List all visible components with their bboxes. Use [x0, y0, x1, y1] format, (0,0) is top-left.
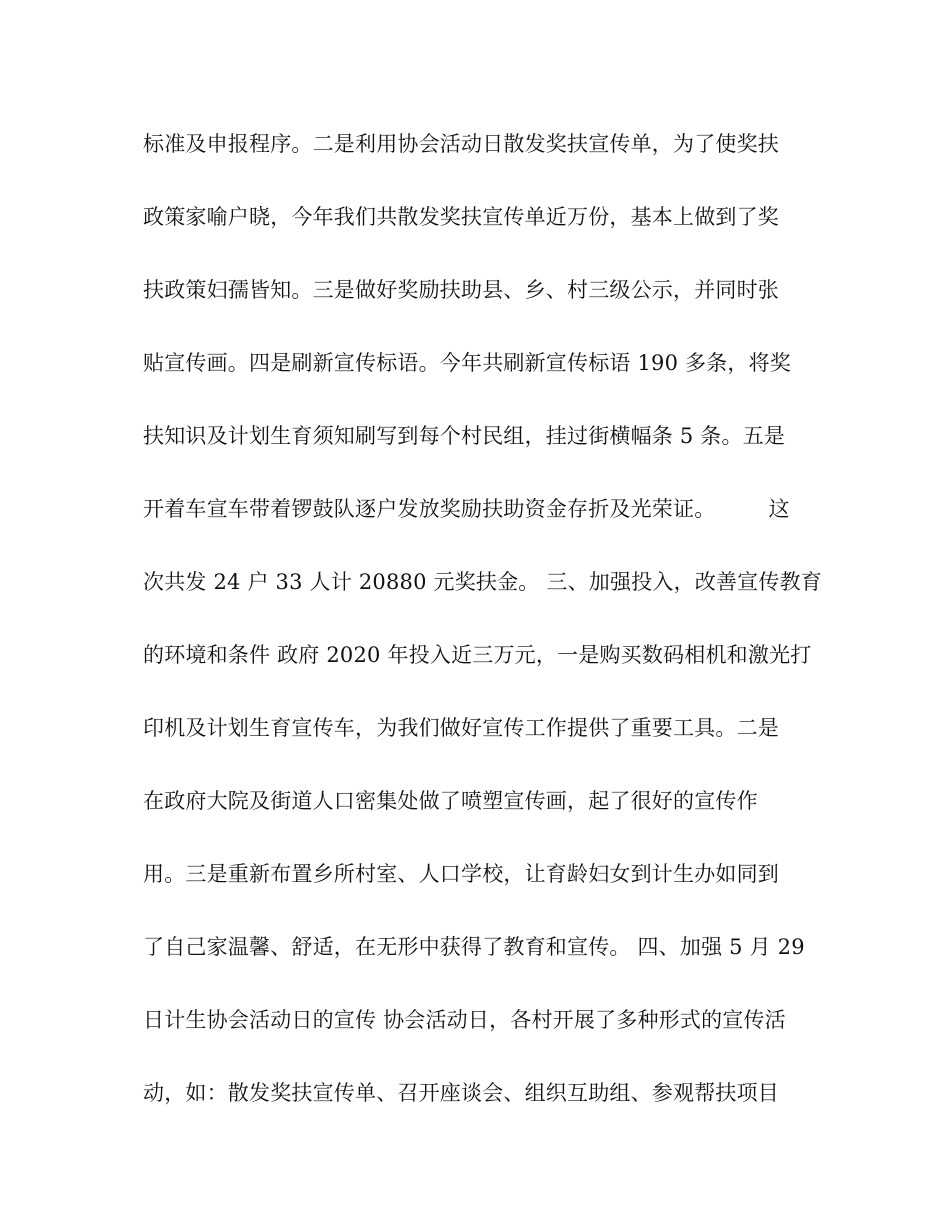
- text-line: 在政府大院及街道人口密集处做了喷塑宣传画，起了很好的宣传作: [143, 789, 758, 813]
- text-line: 了自己家温馨、舒适，在无形中获得了教育和宣传。 四、加强 5 月 29: [143, 935, 805, 959]
- text-line: 开着车宣车带着锣鼓队逐户发放奖励扶助资金存折及光荣证。 这: [143, 497, 790, 521]
- text-line: 用。三是重新布置乡所村室、人口学校，让育龄妇女到计生办如同到: [143, 862, 779, 886]
- text-line: 扶知识及计划生育须知刷写到每个村民组，挂过街横幅条 5 条。五是: [143, 424, 786, 448]
- text-line: 日计生协会活动日的宣传 协会活动日，各村开展了多种形式的宣传活: [143, 1008, 786, 1032]
- text-line: 的环境和条件 政府 2020 年投入近三万元，一是购买数码相机和激光打: [143, 643, 812, 667]
- text-line: 标准及申报程序。二是利用协会活动日散发奖扶宣传单，为了使奖扶: [143, 132, 779, 156]
- text-line: 政策家喻户晓，今年我们共散发奖扶宣传单近万份，基本上做到了奖: [143, 205, 779, 229]
- text-line: 贴宣传画。四是刷新宣传标语。今年共刷新宣传标语 190 多条，将奖: [143, 351, 792, 375]
- text-line: 印机及计划生育宣传车，为我们做好宣传工作提供了重要工具。二是: [143, 716, 779, 740]
- text-line: 扶政策妇孺皆知。三是做好奖励扶助县、乡、村三级公示，并同时张: [143, 278, 779, 302]
- body-text: [143, 124, 823, 1146]
- text-line: 动，如：散发奖扶宣传单、召开座谈会、组织互助组、参观帮扶项目: [143, 1081, 779, 1105]
- text-line: 次共发 24 户 33 人计 20880 元奖扶金。 三、加强投入，改善宣传教育: [143, 570, 822, 594]
